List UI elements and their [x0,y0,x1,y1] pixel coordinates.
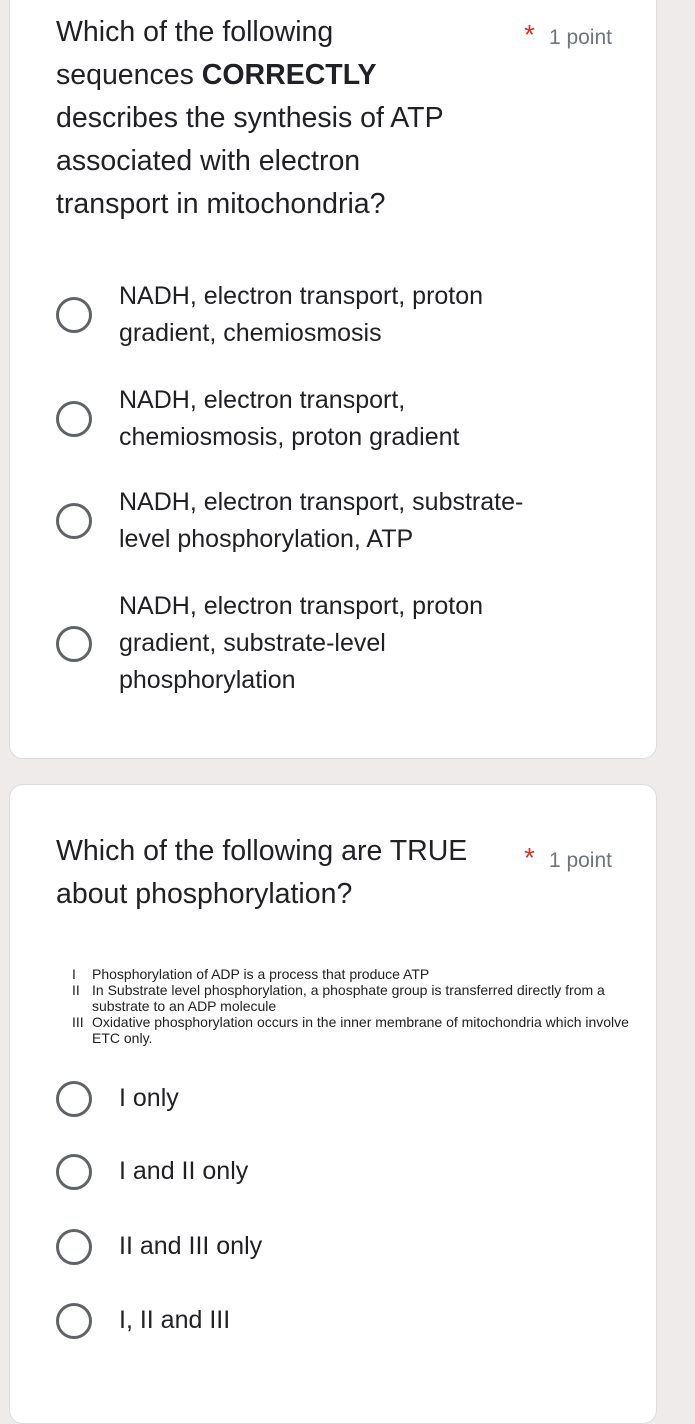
option-label: NADH, electron transport, chemiosmosis, proton gradient [119,386,460,451]
option-4[interactable] [56,588,616,699]
option-label: NADH, electron transport, proton gradient, chemiosmosis [119,282,484,347]
statement-1 [72,966,632,982]
points-label: * 1 point [524,19,612,50]
radio-button[interactable] [56,1229,92,1265]
option-3[interactable] [56,484,616,558]
question-card-2 [9,784,657,1424]
option-3[interactable] [56,1228,616,1265]
option-2[interactable] [56,1153,616,1190]
statement-3 [72,1014,632,1046]
radio-button[interactable] [56,626,92,662]
statement-list [72,966,632,1046]
statement-text: Phosphorylation of ADP is a process that produce ATP [92,966,430,982]
option-label: I only [119,1084,179,1112]
option-1[interactable] [56,278,616,352]
statement-number: III [72,1014,84,1030]
required-asterisk: * [524,842,535,873]
option-label: NADH, electron transport, proton gradient, substrate-level phosphorylation [119,592,484,694]
radio-button[interactable] [56,1303,92,1339]
radio-button[interactable] [56,1154,92,1190]
statement-text: In Substrate level phosphorylation, a phosphate group is transferred directly from a substrate to an ADP molecule [92,982,605,1014]
question-title: Which of the following are TRUE about phosphorylation? [56,835,468,910]
statement-2 [72,982,632,1014]
option-label: I, II and III [119,1306,231,1334]
statement-text: Oxidative phosphorylation occurs in the inner membrane of mitochondria which involve ETC only. [92,1014,629,1046]
option-1[interactable] [56,1080,616,1117]
statement-number: II [72,982,80,998]
option-label: NADH, electron transport, substrate-level phosphorylation, ATP [119,488,524,553]
points-label: * 1 point [524,842,612,873]
required-asterisk: * [524,19,535,50]
radio-button[interactable] [56,503,92,539]
radio-button[interactable] [56,297,92,333]
option-label: I and II only [119,1157,249,1185]
question-title: Which of the following sequences CORRECTLY describes the synthesis of ATP associated with electron transport in mitochondria? [56,16,444,220]
option-2[interactable] [56,382,616,456]
radio-button[interactable] [56,1081,92,1117]
statement-number: I [72,966,76,982]
radio-button[interactable] [56,401,92,437]
question-card-1 [9,0,657,759]
option-label: II and III only [119,1232,263,1260]
option-4[interactable] [56,1302,616,1339]
